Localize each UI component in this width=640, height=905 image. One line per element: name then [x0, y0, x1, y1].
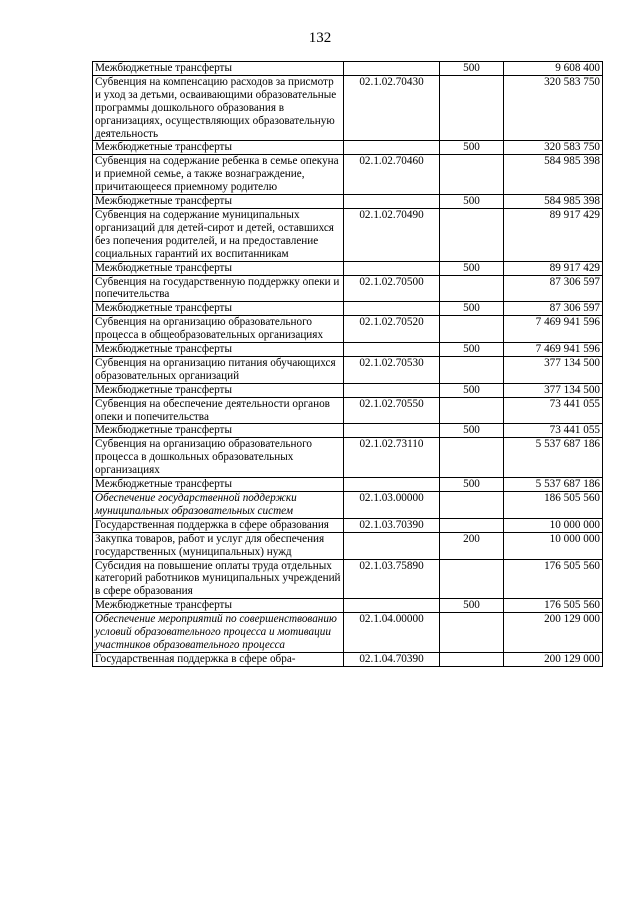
row-name-cell: Межбюджетные трансферты	[93, 599, 344, 613]
table-row	[93, 302, 603, 316]
row-code-cell	[344, 261, 440, 275]
row-type-cell: 500	[440, 195, 504, 209]
row-code-cell	[344, 195, 440, 209]
table-row	[93, 75, 603, 141]
row-code-cell: 02.1.02.73110	[344, 438, 440, 478]
row-name-cell: Межбюджетные трансферты	[93, 141, 344, 155]
row-type-cell	[440, 438, 504, 478]
row-code-cell: 02.1.04.70390	[344, 652, 440, 666]
row-name-cell: Межбюджетные трансферты	[93, 478, 344, 492]
row-code-cell	[344, 343, 440, 357]
budget-table	[92, 61, 603, 667]
table-row	[93, 356, 603, 383]
row-name-cell: Субвенция на содержание ребенка в семье опекуна и приемной семье, а также вознаграждение, причитающееся приемному родителю	[93, 155, 344, 195]
table-row	[93, 518, 603, 532]
row-type-cell: 200	[440, 532, 504, 559]
table-row	[93, 261, 603, 275]
row-type-cell	[440, 613, 504, 653]
row-name-cell: Субвенция на государственную поддержку опеки и попечительства	[93, 275, 344, 302]
row-name-cell: Субвенция на компенсацию расходов за присмотр и уход за детьми, осваивающими образовательные программы дошкольного образования в организациях, осуществляющих образовательную деятельность	[93, 75, 344, 141]
row-name-cell: Субвенция на организацию питания обучающихся образовательных организаций	[93, 356, 344, 383]
row-name-cell: Межбюджетные трансферты	[93, 62, 344, 76]
row-type-cell	[440, 316, 504, 343]
row-code-cell	[344, 62, 440, 76]
row-type-cell: 500	[440, 62, 504, 76]
table-row	[93, 397, 603, 424]
row-name-cell: Государственная поддержка в сфере обра-	[93, 652, 344, 666]
row-type-cell: 500	[440, 141, 504, 155]
row-code-cell: 02.1.03.70390	[344, 518, 440, 532]
row-code-cell: 02.1.02.70460	[344, 155, 440, 195]
row-type-cell	[440, 208, 504, 261]
row-code-cell	[344, 478, 440, 492]
row-code-cell: 02.1.02.70520	[344, 316, 440, 343]
row-code-cell	[344, 141, 440, 155]
row-amount-cell: 7 469 941 596	[504, 343, 603, 357]
row-amount-cell: 7 469 941 596	[504, 316, 603, 343]
table-row	[93, 613, 603, 653]
row-code-cell: 02.1.04.00000	[344, 613, 440, 653]
row-type-cell: 500	[440, 424, 504, 438]
table-row	[93, 275, 603, 302]
table-row	[93, 492, 603, 519]
row-code-cell	[344, 424, 440, 438]
table-row	[93, 652, 603, 666]
row-name-cell: Межбюджетные трансферты	[93, 302, 344, 316]
page-number: 132	[308, 30, 332, 46]
row-type-cell	[440, 559, 504, 599]
row-type-cell: 500	[440, 383, 504, 397]
row-amount-cell: 89 917 429	[504, 261, 603, 275]
row-type-cell	[440, 492, 504, 519]
table-row	[93, 438, 603, 478]
table-row	[93, 478, 603, 492]
row-amount-cell: 9 608 400	[504, 62, 603, 76]
row-name-cell: Субвенция на организацию образовательного процесса в общеобразовательных организациях	[93, 316, 344, 343]
row-type-cell	[440, 75, 504, 141]
row-type-cell	[440, 275, 504, 302]
row-code-cell: 02.1.02.70430	[344, 75, 440, 141]
row-name-cell: Субвенция на организацию образовательного процесса в дошкольных образовательных организациях	[93, 438, 344, 478]
row-amount-cell: 377 134 500	[504, 356, 603, 383]
row-amount-cell: 73 441 055	[504, 424, 603, 438]
row-name-cell: Межбюджетные трансферты	[93, 383, 344, 397]
row-amount-cell: 584 985 398	[504, 195, 603, 209]
table-row	[93, 343, 603, 357]
row-name-cell: Межбюджетные трансферты	[93, 261, 344, 275]
row-amount-cell: 320 583 750	[504, 75, 603, 141]
row-amount-cell: 73 441 055	[504, 397, 603, 424]
row-amount-cell: 5 537 687 186	[504, 478, 603, 492]
row-name-cell: Субвенция на обеспечение деятельности органов опеки и попечительства	[93, 397, 344, 424]
row-name-cell: Субсидия на повышение оплаты труда отдельных категорий работников муниципальных учреждений в сфере образования	[93, 559, 344, 599]
table-row	[93, 599, 603, 613]
row-name-cell: Межбюджетные трансферты	[93, 343, 344, 357]
row-type-cell: 500	[440, 478, 504, 492]
row-type-cell	[440, 356, 504, 383]
row-code-cell	[344, 383, 440, 397]
table-row	[93, 559, 603, 599]
row-name-cell: Обеспечение мероприятий по совершенствованию условий образовательного процесса и мотивации участников образовательного процесса	[93, 613, 344, 653]
row-amount-cell: 10 000 000	[504, 518, 603, 532]
row-amount-cell: 320 583 750	[504, 141, 603, 155]
row-type-cell: 500	[440, 599, 504, 613]
table-row	[93, 532, 603, 559]
row-amount-cell: 10 000 000	[504, 532, 603, 559]
row-amount-cell: 377 134 500	[504, 383, 603, 397]
row-code-cell: 02.1.02.70490	[344, 208, 440, 261]
table-row	[93, 141, 603, 155]
row-amount-cell: 186 505 560	[504, 492, 603, 519]
row-type-cell	[440, 397, 504, 424]
row-amount-cell: 87 306 597	[504, 275, 603, 302]
row-type-cell: 500	[440, 343, 504, 357]
row-amount-cell: 584 985 398	[504, 155, 603, 195]
row-code-cell	[344, 599, 440, 613]
row-amount-cell: 176 505 560	[504, 599, 603, 613]
row-type-cell	[440, 155, 504, 195]
row-name-cell: Межбюджетные трансферты	[93, 195, 344, 209]
row-amount-cell: 87 306 597	[504, 302, 603, 316]
table-row	[93, 424, 603, 438]
table-row	[93, 383, 603, 397]
row-type-cell: 500	[440, 302, 504, 316]
row-code-cell: 02.1.03.00000	[344, 492, 440, 519]
row-amount-cell: 5 537 687 186	[504, 438, 603, 478]
table-row	[93, 62, 603, 76]
table-row	[93, 208, 603, 261]
row-code-cell: 02.1.02.70500	[344, 275, 440, 302]
row-type-cell: 500	[440, 261, 504, 275]
row-code-cell	[344, 302, 440, 316]
row-type-cell	[440, 518, 504, 532]
row-type-cell	[440, 652, 504, 666]
budget-table-body	[93, 62, 603, 667]
table-row	[93, 155, 603, 195]
row-name-cell: Обеспечение государственной поддержки муниципальных образовательных систем	[93, 492, 344, 519]
row-code-cell: 02.1.02.70530	[344, 356, 440, 383]
row-name-cell: Закупка товаров, работ и услуг для обеспечения государственных (муниципальных) нужд	[93, 532, 344, 559]
table-row	[93, 316, 603, 343]
row-code-cell: 02.1.03.75890	[344, 559, 440, 599]
row-name-cell: Межбюджетные трансферты	[93, 424, 344, 438]
row-amount-cell: 200 129 000	[504, 652, 603, 666]
row-name-cell: Субвенция на содержание муниципальных организаций для детей-сирот и детей, оставшихся без попечения родителей, и на предоставление социальных гарантий их воспитанникам	[93, 208, 344, 261]
row-code-cell	[344, 532, 440, 559]
row-amount-cell: 200 129 000	[504, 613, 603, 653]
table-row	[93, 195, 603, 209]
row-amount-cell: 176 505 560	[504, 559, 603, 599]
row-code-cell: 02.1.02.70550	[344, 397, 440, 424]
row-name-cell: Государственная поддержка в сфере образования	[93, 518, 344, 532]
row-amount-cell: 89 917 429	[504, 208, 603, 261]
